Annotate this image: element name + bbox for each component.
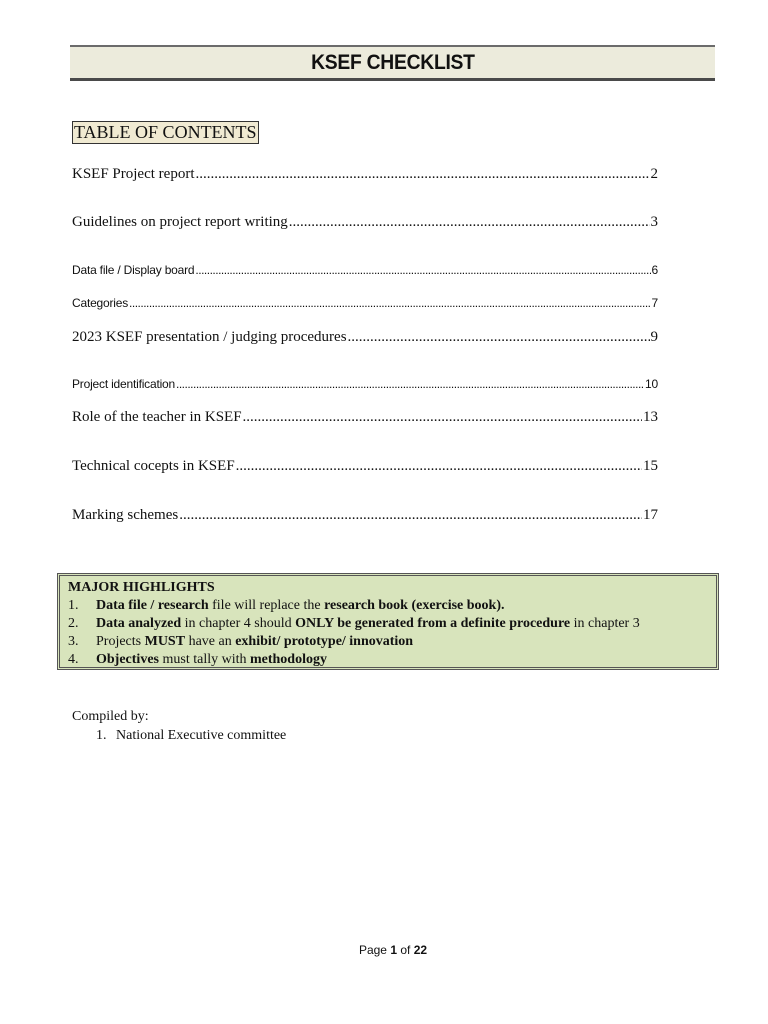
- toc-entry[interactable]: [72, 377, 658, 391]
- footer-prefix: Page: [358, 943, 391, 957]
- highlight-item: [68, 633, 708, 651]
- toc-entry-label: KSEF Project report: [72, 166, 195, 182]
- footer-of: of: [397, 943, 414, 957]
- highlight-text: in chapter 4 should: [181, 616, 296, 631]
- highlight-item: [68, 597, 708, 615]
- highlight-bold: Objectives: [96, 652, 159, 667]
- highlight-number: 4.: [68, 652, 79, 667]
- highlight-number: 2.: [68, 616, 79, 631]
- highlight-text: must tally with: [158, 652, 250, 667]
- toc-entry-page: 13: [643, 409, 658, 425]
- toc-leader: [289, 214, 650, 231]
- toc-entry-label: Technical cocepts in KSEF: [72, 458, 235, 474]
- toc-entry-page: 7: [651, 296, 658, 310]
- toc-entry-label: Project identification: [72, 377, 175, 391]
- toc-entry-label: Marking schemes: [72, 507, 179, 523]
- highlight-bold: ONLY be generated from a definite procedure: [295, 616, 571, 631]
- compiled-by-label: Compiled by:: [72, 709, 149, 724]
- toc-leader: [129, 296, 650, 310]
- toc-entry-label: 2023 KSEF presentation / judging procedures: [72, 329, 347, 345]
- toc-entry[interactable]: [72, 214, 658, 231]
- footer-current-page: 1: [390, 943, 397, 957]
- highlight-number: 3.: [68, 634, 79, 649]
- toc-entry[interactable]: [72, 409, 658, 426]
- toc-entry-page: 2: [650, 166, 658, 182]
- compiled-by-text: National Executive committee: [116, 728, 287, 743]
- toc-entry-page: 17: [643, 507, 658, 523]
- toc-entry-label: Guidelines on project report writing: [72, 214, 288, 230]
- toc-entry-label: Data file / Display board: [72, 263, 195, 277]
- toc-entry[interactable]: [72, 263, 658, 277]
- toc-leader: [179, 507, 642, 524]
- toc-entry-page: 6: [651, 263, 658, 277]
- toc-entry-label: Categories: [72, 296, 129, 310]
- toc-heading: TABLE OF CONTENTS: [74, 122, 257, 142]
- highlight-item: [68, 651, 708, 669]
- toc-entry-page: 15: [643, 458, 658, 474]
- highlight-bold: MUST: [144, 634, 186, 649]
- title-bar: [70, 45, 715, 81]
- toc-entry-page: 3: [650, 214, 658, 230]
- highlight-item: [68, 615, 708, 633]
- toc-leader: [176, 377, 644, 391]
- highlight-bold: Data file / research: [96, 598, 209, 613]
- compiled-by-section: [72, 707, 286, 745]
- toc-entry-page: 10: [645, 377, 658, 391]
- footer-total-pages: 22: [413, 943, 428, 957]
- highlight-text: in chapter 3: [570, 616, 640, 631]
- highlights-title: MAJOR HIGHLIGHTS: [68, 580, 215, 595]
- highlight-text: file will replace the: [208, 598, 325, 613]
- toc-leader: [243, 409, 642, 426]
- toc-entry[interactable]: [72, 296, 658, 310]
- toc-entry[interactable]: [72, 329, 658, 346]
- toc-leader: [195, 166, 649, 183]
- highlight-bold: methodology: [249, 652, 327, 667]
- major-highlights-box: [57, 573, 719, 670]
- toc-entry[interactable]: [72, 166, 658, 183]
- highlight-bold: exhibit/ prototype/ innovation: [235, 634, 414, 649]
- highlight-number: 1.: [68, 598, 79, 613]
- highlight-bold: research book (exercise book).: [324, 598, 505, 613]
- toc-leader: [348, 329, 650, 346]
- compiled-by-item: [96, 726, 286, 745]
- toc-entry[interactable]: [72, 507, 658, 524]
- highlight-bold: Data analyzed: [96, 616, 182, 631]
- compiled-by-number: 1.: [96, 728, 107, 743]
- highlight-text: Projects: [96, 634, 145, 649]
- highlight-text: have an: [185, 634, 236, 649]
- document-title: KSEF CHECKLIST: [310, 50, 475, 74]
- toc-entry-page: 9: [650, 329, 658, 345]
- toc-entry-label: Role of the teacher in KSEF: [72, 409, 242, 425]
- toc-entry[interactable]: [72, 458, 658, 475]
- page-footer: [0, 943, 768, 957]
- toc-leader: [236, 458, 642, 475]
- toc-leader: [195, 263, 650, 277]
